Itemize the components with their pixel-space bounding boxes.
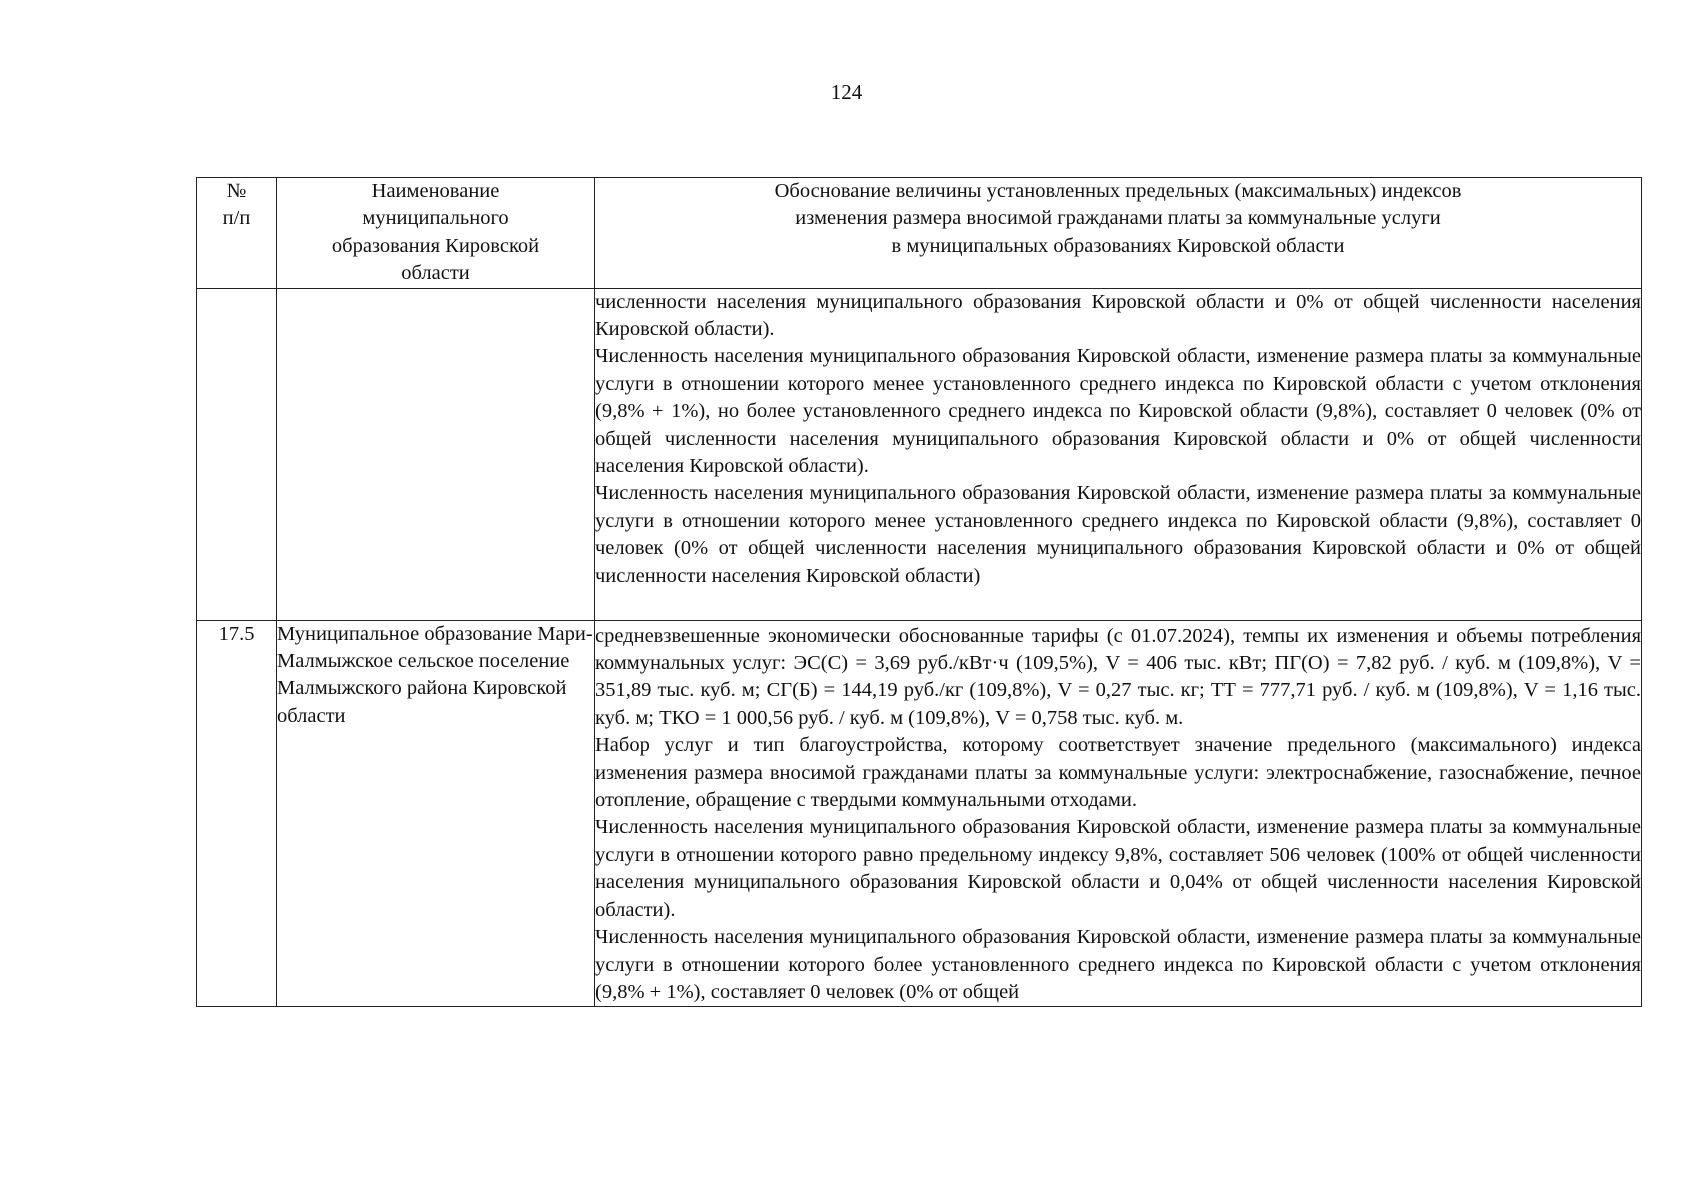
header-justification-line: Обоснование величины установленных предельных (максимальных) индексов [774,180,1462,202]
justification-paragraph: Численность населения муниципального образования Кировской области, изменение размера платы за коммунальные услуги в отношении которого менее установленного среднего индекса по Кировской области с учетом отклонения (9,8% + 1%), но более установленного среднего индекса по Кировской области (9,8%), составляет 0 человек (0% от общей численности населения муниципального образования Кировской области и 0% от общей численности населения Кировской области). [595,345,1641,478]
header-number-line: п/п [222,207,251,230]
header-name-line: образования Кировской [331,234,540,257]
row-number-cell: 17.5 [197,620,277,1007]
header-name-line: Наименование [371,180,500,202]
header-name-line: муниципального [362,207,509,230]
justification-paragraph: средневзвешенные экономически обоснованные тарифы (с 01.07.2024), темпы их изменения и объемы потребления коммунальных услуг: ЭС(С) = 3,69 руб./кВт·ч (109,5%), V = 406 тыс. кВт; ПГ(О) = 7,82 руб. / куб. м (109,8%), V = 351,89 тыс. куб. м; СГ(Б) = 144,19 руб./кг (109,8%), V = 0,27 тыс. кг; ТТ = 777,71 руб. / куб. м (109,8%), V = 1,16 тыс. куб. м; ТКО = 1 000,56 руб. / куб. м (109,8%), V = 0,758 тыс. куб. м. [595,624,1641,729]
header-number-line: № [226,180,247,202]
table-header-row [197,178,1642,289]
row-name-cell: Муниципальное образование Мари-Малмыжское сельское поселение Малмыжского района Кировской области [277,620,595,1007]
justification-paragraph: Набор услуг и тип благоустройства, которому соответствует значение предельного (максимального) индекса изменения размера вносимой гражданами платы за коммунальные услуги: электроснабжение, газоснабжение, печное отопление, обращение с твердыми коммунальными отходами. [595,734,1641,812]
header-name-line: области [401,262,470,285]
header-number [197,178,277,289]
justification-paragraph: Численность населения муниципального образования Кировской области, изменение размера платы за коммунальные услуги в отношении которого более установленного среднего индекса по Кировской области с учетом отклонения (9,8% + 1%), составляет 0 человек (0% от общей [595,926,1641,1003]
row-justification-cell [595,620,1642,1007]
header-municipality-name [277,178,595,289]
header-justification-line: изменения размера вносимой гражданами платы за коммунальные услуги [795,207,1441,230]
justification-paragraph: численности населения муниципального образования Кировской области и 0% от общей численности населения Кировской области). [595,290,1641,341]
justification-paragraph: Численность населения муниципального образования Кировской области, изменение размера платы за коммунальные услуги в отношении которого менее установленного среднего индекса по Кировской области (9,8%), составляет 0 человек (0% от общей численности населения муниципального образования Кировской области и 0% от общей численности населения Кировской области) [595,482,1641,587]
page-number: 124 [830,80,863,104]
row-number-cell [197,288,277,620]
header-justification-line: в муниципальных образованиях Кировской области [891,234,1345,257]
header-justification [595,178,1642,289]
row-name-cell [277,288,595,620]
table-row [197,620,1642,1007]
tariff-index-table [196,177,1642,1007]
table-row [197,288,1642,620]
justification-paragraph: Численность населения муниципального образования Кировской области, изменение размера платы за коммунальные услуги в отношении которого равно предельному индексу 9,8%, составляет 506 человек (100% от общей численности населения муниципального образования Кировской области и 0,04% от общей численности населения Кировской области). [595,816,1641,921]
row-justification-cell [595,288,1642,620]
